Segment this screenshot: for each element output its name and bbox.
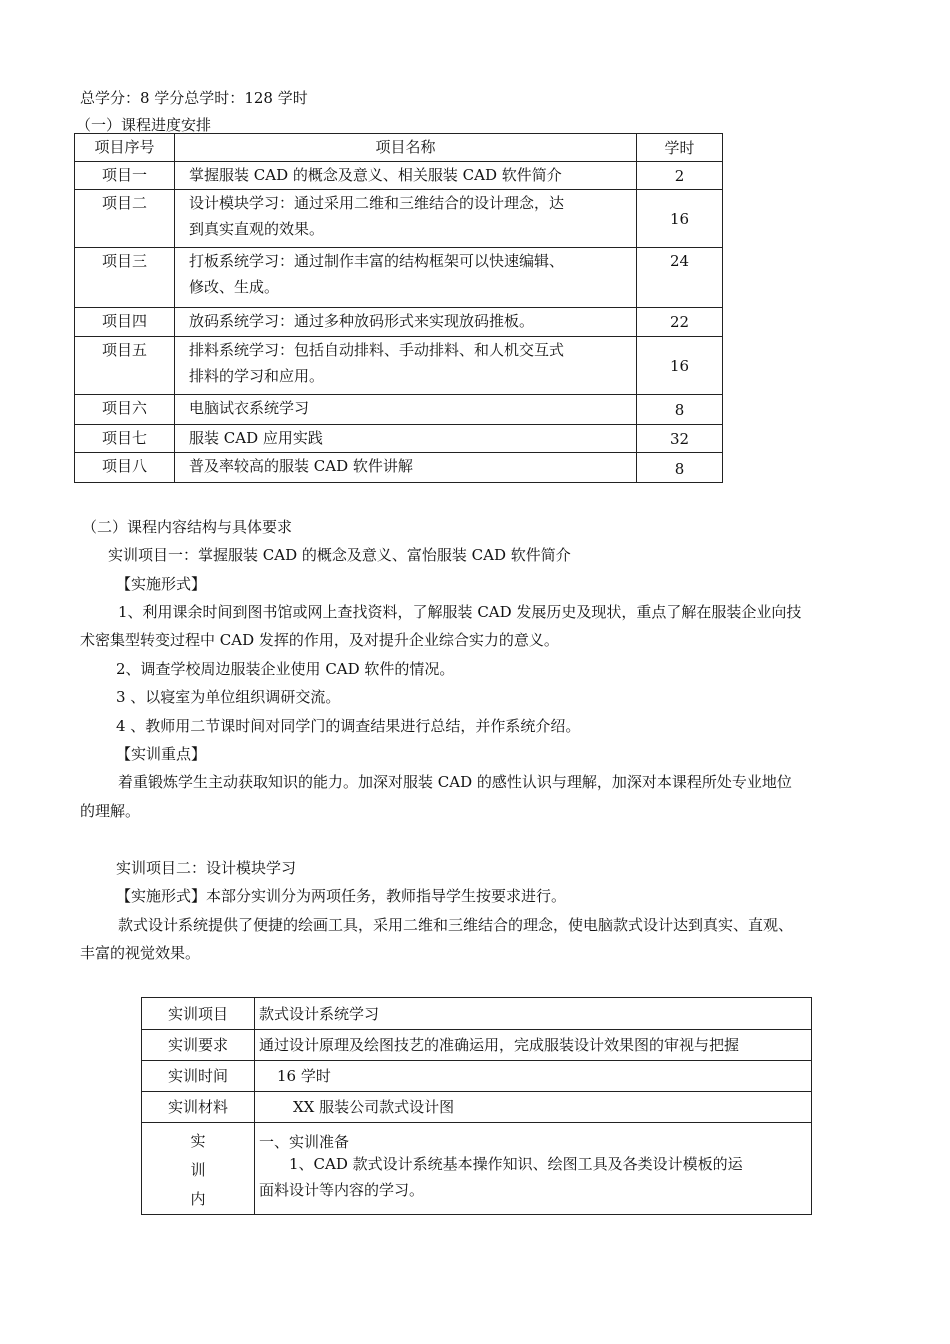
table-row <box>142 998 812 1030</box>
row-name <box>175 337 637 395</box>
col-header-no: 项目序号 <box>75 134 175 162</box>
section1-title: （一）课程进度安排 <box>76 116 212 134</box>
req-value: 通过设计原理及绘图技艺的准确运用，完成服装设计效果图的审视与把握 <box>255 1030 812 1061</box>
project1-focus-heading: 【实训重点】 <box>116 745 207 763</box>
row-name: 放码系统学习：通过多种放码形式来实现放码推板。 <box>175 308 637 337</box>
row-no: 项目六 <box>75 395 175 425</box>
row-no: 项目三 <box>75 248 175 308</box>
credits-line: 总学分：8 学分总学时：128 学时 <box>80 89 308 107</box>
material-value: XX 服装公司款式设计图 <box>255 1092 812 1123</box>
content-line-text: 1、CAD 款式设计系统基本操作知识、绘图工具及各类设计模板的运 <box>289 1155 743 1171</box>
row-hours: 24 <box>637 248 723 308</box>
table-row <box>142 1123 812 1215</box>
row-no: 项目五 <box>75 337 175 395</box>
content-line: 一、实训准备 <box>259 1133 350 1151</box>
content-label <box>142 1123 255 1215</box>
row-name: 掌握服装 CAD 的概念及意义、相关服装 CAD 软件简介 <box>175 162 637 190</box>
project1-item4: 4 、教师用二节课时间对同学门的调查结果进行总结，并作系统介绍。 <box>116 717 581 735</box>
content-label-char: 实 <box>190 1132 206 1150</box>
table-row <box>75 162 723 190</box>
row-hours: 16 <box>637 190 723 248</box>
row-no: 项目七 <box>75 425 175 453</box>
row-name <box>175 190 637 248</box>
project1-title: 实训项目一：掌握服装 CAD 的概念及意义、富怡服装 CAD 软件简介 <box>108 546 571 564</box>
row-hours: 16 <box>637 337 723 395</box>
project1-item1-line1: 1、利用课余时间到图书馆或网上查找资料，了解服装 CAD 发展历史及现状，重点了解在服装企业向技 <box>118 603 802 621</box>
material-label: 实训材料 <box>142 1092 255 1123</box>
schedule-table <box>74 133 723 483</box>
col-header-name: 项目名称 <box>175 134 637 162</box>
section2-title: （二）课程内容结构与具体要求 <box>82 518 293 536</box>
project1-item2: 2、调查学校周边服装企业使用 CAD 软件的情况。 <box>116 660 455 678</box>
row-hours: 32 <box>637 425 723 453</box>
row-no: 项目四 <box>75 308 175 337</box>
row-name-line: 打板系统学习：通过制作丰富的结构框架可以快速编辑、 <box>189 252 565 270</box>
project2-title: 实训项目二：设计模块学习 <box>116 859 297 877</box>
time-label: 实训时间 <box>142 1061 255 1092</box>
training-table <box>141 997 812 1215</box>
table-row <box>75 453 723 483</box>
table-row <box>142 1061 812 1092</box>
project1-form-heading: 【实施形式】 <box>116 575 207 593</box>
row-name-line: 排料系统学习：包括自动排料、手动排料、和人机交互式 <box>189 341 565 359</box>
table-row <box>142 1030 812 1061</box>
project-value: 款式设计系统学习 <box>255 998 812 1030</box>
content-line: 面料设计等内容的学习。 <box>259 1181 425 1199</box>
table-row <box>75 190 723 248</box>
row-no: 项目二 <box>75 190 175 248</box>
row-hours: 2 <box>637 162 723 190</box>
row-hours: 8 <box>637 453 723 483</box>
row-name-line: 修改、生成。 <box>189 278 280 296</box>
project1-item1-line2: 术密集型转变过程中 CAD 发挥的作用，及对提升企业综合实力的意义。 <box>80 631 559 649</box>
req-label: 实训要求 <box>142 1030 255 1061</box>
table-row <box>142 1092 812 1123</box>
row-name-line: 排料的学习和应用。 <box>189 367 325 385</box>
project2-form-line: 【实施形式】本部分实训分为两项任务，教师指导学生按要求进行。 <box>116 887 567 905</box>
content-label-char: 训 <box>190 1161 206 1179</box>
table-row <box>75 425 723 453</box>
project2-desc-line1: 款式设计系统提供了便捷的绘画工具，采用二维和三维结合的理念，使电脑款式设计达到真实、直观、 <box>118 916 794 934</box>
table-row <box>75 248 723 308</box>
row-name: 服装 CAD 应用实践 <box>175 425 637 453</box>
col-header-hours: 学时 <box>637 134 723 162</box>
row-name-line: 设计模块学习：通过采用二维和三维结合的设计理念，达 <box>189 194 565 212</box>
row-name: 普及率较高的服装 CAD 软件讲解 <box>175 453 637 483</box>
row-name: 电脑试衣系统学习 <box>175 395 637 425</box>
content-value <box>255 1123 812 1215</box>
table-row <box>75 395 723 425</box>
time-value: 16 学时 <box>255 1061 812 1092</box>
row-hours: 22 <box>637 308 723 337</box>
table-header-row <box>75 134 723 162</box>
table-row <box>75 308 723 337</box>
table-row <box>75 337 723 395</box>
project1-focus-line1: 着重锻炼学生主动获取知识的能力。加深对服装 CAD 的感性认识与理解，加深对本课程所处专业地位 <box>118 773 792 791</box>
row-no: 项目八 <box>75 453 175 483</box>
project2-desc-line2: 丰富的视觉效果。 <box>80 944 201 962</box>
row-name <box>175 248 637 308</box>
row-name-line: 到真实直观的效果。 <box>189 220 325 238</box>
content-label-char: 内 <box>190 1190 206 1208</box>
row-no: 项目一 <box>75 162 175 190</box>
project-label: 实训项目 <box>142 998 255 1030</box>
project1-focus-line2: 的理解。 <box>80 802 141 820</box>
project1-item3: 3 、以寝室为单位组织调研交流。 <box>116 688 341 706</box>
content-line <box>259 1153 811 1171</box>
row-hours: 8 <box>637 395 723 425</box>
